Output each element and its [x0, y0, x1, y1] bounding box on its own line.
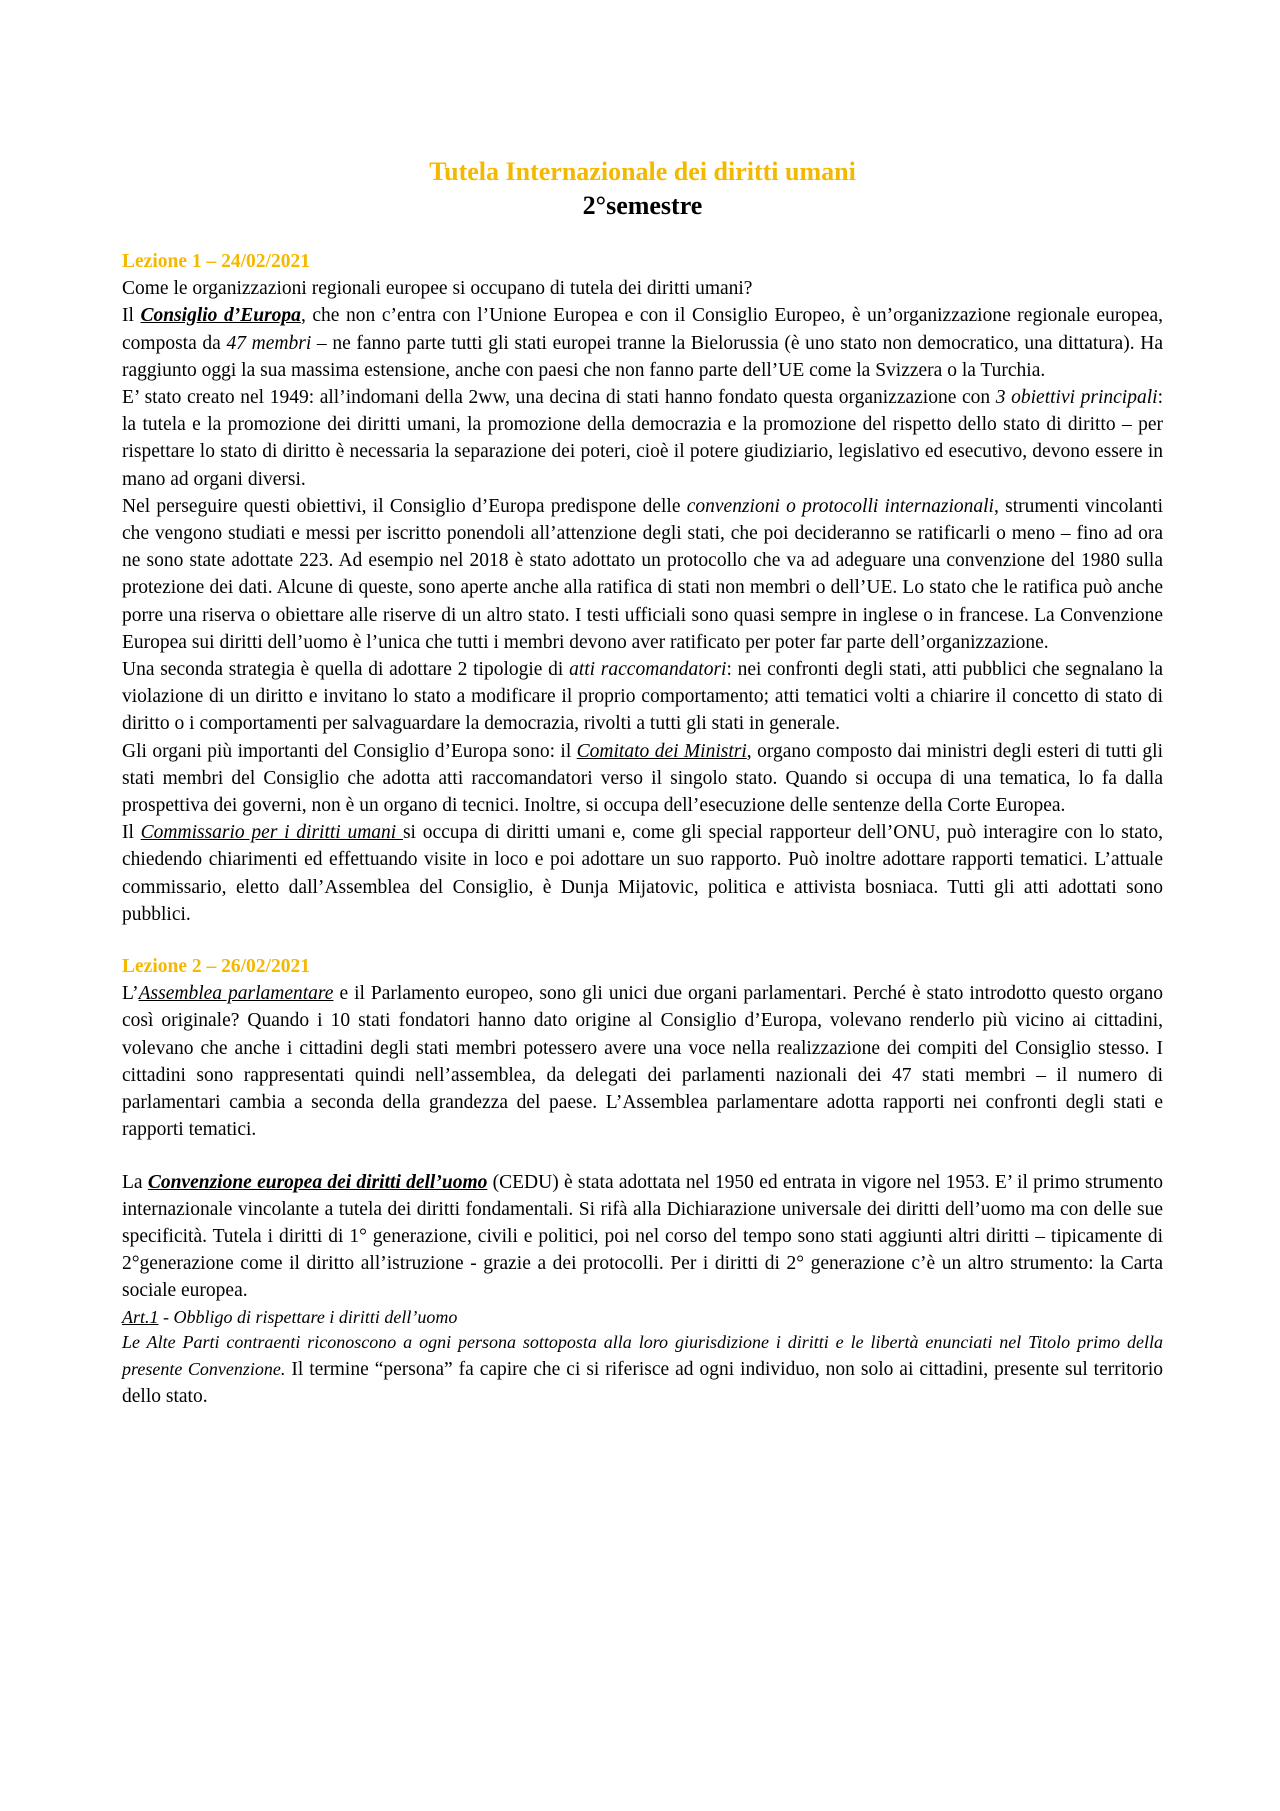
lesson-1-paragraph-6: Gli organi più importanti del Consiglio d’Europa sono: il Comitato dei Ministri, organo composto dai ministri degli esteri di tutti gli stati membri del Consiglio che adotta atti raccomandatori verso il singolo stato. Quando si occupa di una tematica, lo fa dalla prospettiva dei governi, non è un organo di tecnici. Inoltre, si occupa dell’esecuzione delle sentenze della Corte Europea.: [122, 740, 1163, 817]
term-47-membri: 47 membri: [226, 332, 312, 354]
lesson-2-paragraph-2: La Convenzione europea dei diritti dell’uomo (CEDU) è stata adottata nel 1950 ed entrata in vigore nel 1953. E’ il primo strumento internazionale vincolante a tutela dei diritti fondamentali. Si rifà alla Dichiarazione universale dei diritti dell’uomo ma con delle sue specificità. Tutela i diritti di 1° generazione, civili e politici, poi nel corso del tempo sono stati aggiunti altri diritti – tipicamente di 2°generazione come il diritto all’istruzione - grazie a dei protocolli. Per i diritti di 2° generazione c’è un altro strumento: la Carta sociale europea.: [122, 1171, 1163, 1302]
lesson-1-paragraph-4: Nel perseguire questi obiettivi, il Consiglio d’Europa predispone delle convenzioni o protocolli internazionali, strumenti vincolanti che vengono studiati e messi per iscritto ponendoli all’attenzione degli stati, che poi decideranno se ratificarli o meno – fino ad ora ne sono state adottate 223. Ad esempio nel 2018 è stato adottato un protocollo che va ad adeguare una convenzione del 1980 sulla protezione dei dati. Alcune di queste, sono aperte anche alla ratifica di stati non membri o dell’UE. Lo stato che le ratifica può anche porre una riserva o obiettare alle riserve di un altro stato. I testi ufficiali sono quasi sempre in inglese o in francese. La Convenzione Europea sui diritti dell’uomo è l’unica che tutti i membri devono aver ratificato per poter far parte dell’organizzazione.: [122, 495, 1163, 653]
lesson-1-heading: Lezione 1 – 24/02/2021: [122, 251, 310, 272]
article-1-text: [122, 1329, 1163, 1411]
lesson-1-paragraph-1: Come le organizzazioni regionali europee si occupano di tutela dei diritti umani?: [122, 278, 753, 300]
article-ref: Art.1: [122, 1306, 159, 1327]
lesson-2-paragraph-1: L’Assemblea parlamentare e il Parlamento europeo, sono gli unici due organi parlamentari. Perché è stato introdotto questo organo così originale? Quando i 10 stati fondatori hanno dato origine al Consiglio d’Europa, volevano renderlo più vicino ai cittadini, volevano che anche i cittadini degli stati membri potessero avere una voce nella realizzazione dei compiti del Consiglio stesso. I cittadini sono rappresentati quindi nell’assemblea, da delegati dei parlamenti nazionali dei 47 stati membri – il numero di parlamentari cambia a seconda della grandezza del paese. L’Assemblea parlamentare adotta rapporti nei confronti degli stati e rapporti tematici.: [122, 983, 1163, 1141]
article-1-quote: Le Alte Parti contraenti riconoscono a ogni persona sottoposta alla loro giurisdizione i diritti e le libertà enunciati nel Titolo primo della presente Convenzione.: [122, 1331, 1163, 1379]
term-cedu: Convenzione europea dei diritti dell’uomo: [147, 1171, 488, 1193]
term-atti-raccomandatori: atti raccomandatori: [569, 659, 727, 681]
term-assemblea-parlamentare: Assemblea parlamentare: [138, 983, 334, 1005]
term-comitato-ministri: Comitato dei Ministri: [576, 740, 747, 762]
term-consiglio-europa: Consiglio d’Europa: [140, 305, 301, 327]
term-commissario: Commissario per i diritti umani: [140, 822, 403, 844]
term-convenzioni: convenzioni o protocolli internazionali: [686, 495, 994, 517]
lesson-1-paragraph-7: Il Commissario per i diritti umani si occupa di diritti umani e, come gli special rapporteur dell’ONU, può interagire con lo stato, chiedendo chiarimenti ed effettuando visite in loco e poi adottare un suo rapporto. Può inoltre adottare rapporti tematici. L’attuale commissario, eletto dall’Assemblea del Consiglio, è Dunja Mijatovic, politica e attivista bosniaca. Tutti gli atti adottati sono pubblici.: [122, 822, 1163, 925]
article-1-comment: Il termine “persona” fa capire che ci si riferisce ad ogni individuo, non solo ai cittadini, presente sul territorio dello stato.: [122, 1358, 1163, 1407]
title-block: [122, 155, 1163, 223]
document-title: Tutela Internazionale dei diritti umani: [429, 157, 856, 186]
lesson-1-paragraph-3: E’ stato creato nel 1949: all’indomani della 2ww, una decina di stati hanno fondato questa organizzazione con 3 obiettivi principali: la tutela e la promozione dei diritti umani, la promozione della democrazia e la promozione del rispetto dello stato di diritto – per rispettare lo stato di diritto è necessaria la separazione dei poteri, cioè il potere giudiziario, legislativo ed esecutivo, devono essere in mano ad organi diversi.: [122, 387, 1163, 490]
term-obiettivi: 3 obiettivi principali: [995, 387, 1158, 409]
lesson-1-paragraph-2: Il Consiglio d’Europa, che non c’entra con l’Unione Europea e con il Consiglio Europeo, è un’organizzazione regionale europea, composta da 47 membri – ne fanno parte tutti gli stati europei tranne la Bielorussia (è uno stato non democratico, una dittatura). Ha raggiunto oggi la sua massima estensione, anche con paesi che non fanno parte dell’UE come la Svizzera o la Turchia.: [122, 305, 1163, 381]
article-1-caption: Art.1 - Obbligo di rispettare i diritti dell’uomo: [122, 1306, 458, 1327]
lesson-1-paragraph-5: Una seconda strategia è quella di adottare 2 tipologie di atti raccomandatori: nei confronti degli stati, atti pubblici che segnalano la violazione di un diritto e invitano lo stato a modificare il proprio comportamento; atti tematici volti a chiarire il concetto di stato di diritto o i comportamenti per salvaguardare la democrazia, rivolti a tutti gli stati in generale.: [122, 659, 1163, 735]
lesson-2-heading: Lezione 2 – 26/02/2021: [122, 956, 310, 978]
document-subtitle: 2°semestre: [582, 191, 703, 220]
